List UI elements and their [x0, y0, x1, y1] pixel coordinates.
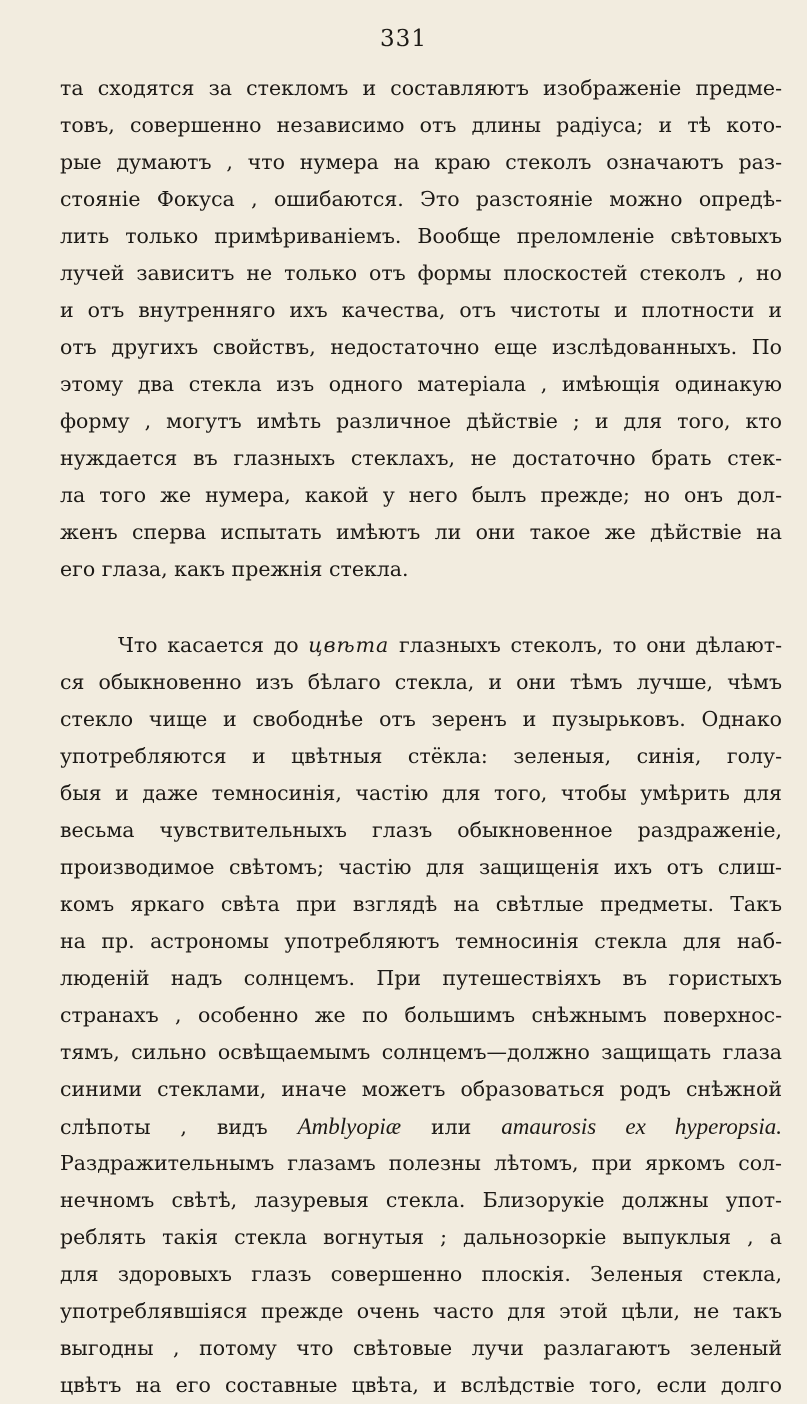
- text-line: употребляются и цвѣтныя стёкла: зеленыя, синiя, голу-: [60, 744, 782, 768]
- text-line: женъ сперва испытать имѣютъ ли они такое же дѣйствiе на: [60, 520, 782, 544]
- text-line: нуждается въ глазныхъ стеклахъ, не достаточно брать стек-: [60, 446, 782, 470]
- text-segment: Что касается до: [118, 633, 309, 657]
- text-line: синими стеклами, иначе можетъ образоваться родъ снѣжной: [60, 1077, 782, 1101]
- text-line: весьма чувствительныхъ глазъ обыкновенное раздраженiе,: [60, 818, 782, 842]
- text-line: стоянiе Фокуса , ошибаются. Это разстоянiе можно опредѣ-: [60, 187, 782, 211]
- latin-term: amaurosis ex hyperopsia.: [501, 1114, 783, 1139]
- text-line: тямъ, сильно освѣщаемымъ солнцемъ—должно защищать глаза: [60, 1040, 782, 1064]
- text-line: лить только примѣриванiемъ. Вообще преломленiе свѣтовыхъ: [60, 224, 782, 248]
- text-segment: слѣпоты , видъ: [60, 1115, 298, 1139]
- text-line: этому два стекла изъ одного матерiала , имѣющiя одинакую: [60, 372, 782, 396]
- text-line: ла того же нумера, какой у него былъ прежде; но онъ дол-: [60, 483, 782, 507]
- text-line: странахъ , особенно же по большимъ снѣжнымъ поверхнос-: [60, 1003, 782, 1027]
- paragraph-gap: [60, 588, 782, 627]
- body-text: [60, 70, 782, 1404]
- text-line: [60, 1108, 782, 1145]
- latin-term: Amblyopiæ: [297, 1114, 402, 1139]
- paragraph-1: [60, 70, 782, 588]
- text-line: его глаза, какъ прежнiя стекла.: [60, 557, 409, 581]
- text-line: люденiй надъ солнцемъ. При путешествiяхъ въ гористыхъ: [60, 966, 782, 990]
- text-line: употреблявшiяся прежде очень часто для этой цѣли, не такъ: [60, 1299, 782, 1323]
- text-line: та сходятся за стекломъ и составляютъ изображенiе предме-: [60, 76, 782, 100]
- text-line: товъ, совершенно независимо отъ длины радiуса; и тѣ кото-: [60, 113, 782, 137]
- text-line: [60, 627, 782, 664]
- text-line: нечномъ свѣтѣ, лазуревыя стекла. Близорукiе должны упот-: [60, 1188, 782, 1212]
- text-line: производимое свѣтомъ; частiю для защищенiя ихъ отъ слиш-: [60, 855, 782, 879]
- text-line: реблять такiя стекла вогнутыя ; дальнозоркiе выпуклыя , а: [60, 1225, 782, 1249]
- text-line: стекло чище и свободнѣе отъ зеренъ и пузырьковъ. Однако: [60, 707, 782, 731]
- page-number: 331: [380, 26, 427, 52]
- paragraph-2: [60, 627, 782, 1404]
- text-line: рые думаютъ , что нумера на краю стеколъ означаютъ раз-: [60, 150, 782, 174]
- text-line: цвѣтъ на его составные цвѣта, и вслѣдствiе того, если долго: [60, 1373, 782, 1397]
- text-segment: глазныхъ стеколъ, то они дѣлают-: [389, 633, 782, 657]
- text-line: комъ яркаго свѣта при взглядѣ на свѣтлые предметы. Такъ: [60, 892, 782, 916]
- text-line: ся обыкновенно изъ бѣлаго стекла, и они тѣмъ лучше, чѣмъ: [60, 670, 782, 694]
- text-line: форму , могутъ имѣть различное дѣйствiе ; и для того, кто: [60, 409, 782, 433]
- italic-term: цвѣта: [308, 633, 390, 657]
- text-line: и отъ внутренняго ихъ качества, отъ чистоты и плотности и: [60, 298, 782, 322]
- text-line: быя и даже темносинiя, частiю для того, чтобы умѣрить для: [60, 781, 782, 805]
- text-line: на пр. астрономы употребляютъ темносинiя стекла для наб-: [60, 929, 782, 953]
- text-line: для здоровыхъ глазъ совершенно плоскiя. Зеленыя стекла,: [60, 1262, 782, 1286]
- text-line: отъ другихъ свойствъ, недостаточно еще изслѣдованныхъ. По: [60, 335, 782, 359]
- text-line: выгодны , потому что свѣтовые лучи разлагаютъ зеленый: [60, 1336, 782, 1360]
- text-segment: или: [401, 1115, 502, 1139]
- text-line: Раздражительнымъ глазамъ полезны лѣтомъ, при яркомъ сол-: [60, 1151, 782, 1175]
- text-line: лучей зависитъ не только отъ формы плоскостей стеколъ , но: [60, 261, 782, 285]
